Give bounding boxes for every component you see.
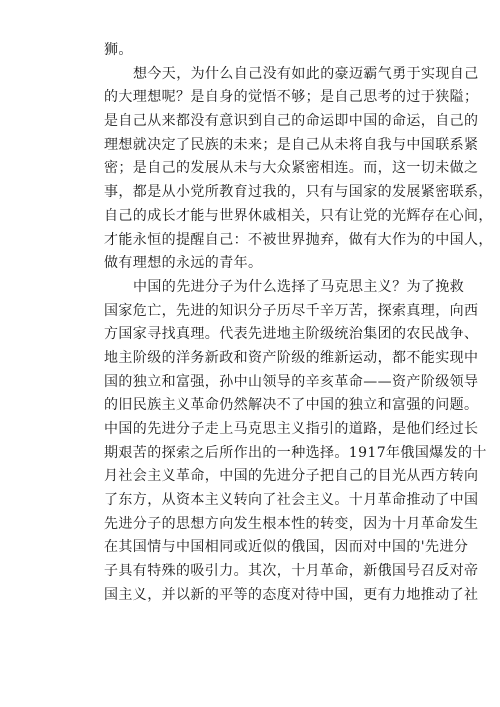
text-line: 狮。 — [104, 42, 133, 58]
text-line: 方国家寻找真理。代表先进地主阶级统治集团的农民战争、 — [104, 326, 479, 343]
text-line: 了东方，从资本主义转向了社会主义。十月革命推动了中国 — [104, 492, 479, 509]
text-line: 国的独立和富强，孙中山领导的辛亥革命——资产阶级领导 — [104, 373, 479, 390]
text-line: 在其国情与中国相同或近似的俄国，因而对中国的'先进分 — [104, 539, 469, 556]
text-line: 中国的先进分子走上马克思主义指引的道路，是他们经过长 — [104, 421, 479, 437]
text-line: 国家危亡，先进的知识分子历尽千辛万苦，探索真理，向西 — [104, 302, 479, 319]
text-line: 国主义，并以新的平等的态度对待中国，更有力地推动了社 — [104, 586, 479, 603]
text-line: 自己的成长才能与世界休戚相关，只有让党的光辉存在心间， — [104, 207, 493, 224]
text-line: 密；是自己的发展从未与大众紧密相连。而，这一切未做之 — [104, 160, 479, 177]
paragraph-first-line: 想今天，为什么自己没有如此的豪迈霸气勇于实现自己 — [133, 65, 479, 82]
text-line: 才能永恒的提醒自己：不被世界抛弃，做有大作为的中国人， — [104, 231, 493, 248]
text-line: 期艰苦的探索之后所作出的一种选择。1917年俄国爆发的十 — [104, 444, 487, 461]
text-line: 月社会主义革命，中国的先进分子把自己的目光从西方转向 — [104, 468, 479, 485]
body-text — [104, 39, 493, 608]
text-line: 的旧民族主义革命仍然解决不了中国的独立和富强的问题。 — [104, 397, 479, 414]
text-line: 地主阶级的洋务新政和资产阶级的维新运动，都不能实现中 — [104, 349, 479, 366]
text-line: 是自己从来都没有意识到自己的命运即中国的命运，自己的 — [104, 113, 479, 130]
text-line: 做有理想的永远的青年。 — [104, 255, 263, 272]
text-line: 理想就决定了民族的未来；是自己从未将自我与中国联系紧 — [104, 136, 479, 153]
text-line: 事，都是从小党所教育过我的，只有与国家的发展紧密联系， — [104, 184, 493, 201]
text-line: 子具有特殊的吸引力。其次，十月革命，新俄国号召反对帝 — [104, 563, 479, 580]
text-line: 的大理想呢？是自身的觉悟不够；是自己思考的过于狭隘； — [104, 89, 479, 106]
text-line: 先进分子的思想方向发生根本性的转变，因为十月革命发生 — [104, 515, 479, 532]
paragraph-first-line: 中国的先进分子为什么选择了马克思主义？为了挽救 — [133, 278, 465, 295]
